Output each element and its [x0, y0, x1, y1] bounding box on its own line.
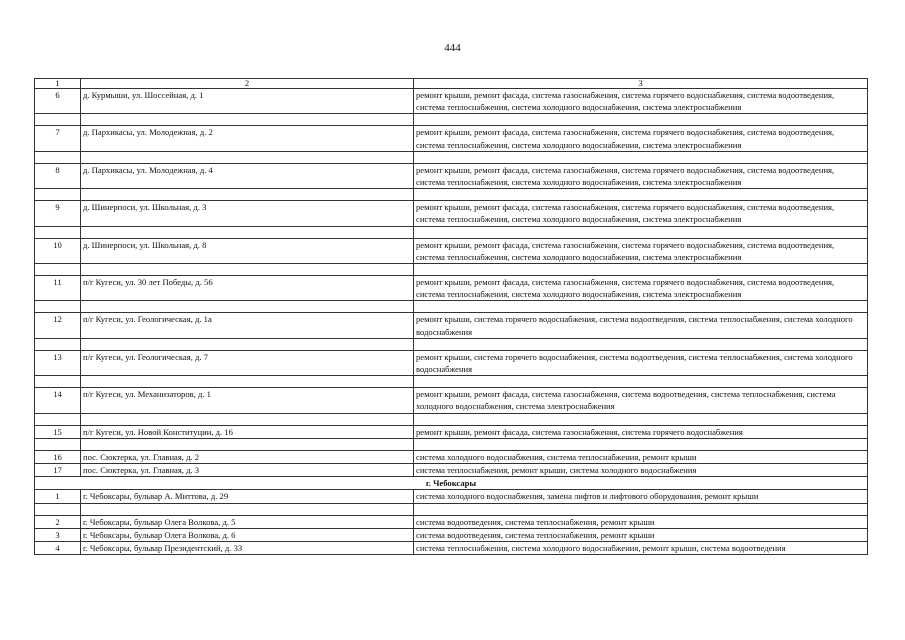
spacer-cell	[414, 189, 868, 201]
spacer-cell	[35, 264, 81, 276]
section-row	[35, 477, 868, 490]
row-number-cell: 17	[35, 464, 81, 477]
table-row	[35, 515, 868, 528]
row-number-cell: 1	[35, 490, 81, 503]
section-title: г. Чебоксары	[35, 477, 868, 490]
table-row	[35, 490, 868, 503]
works-cell: система водоотведения, система теплоснабжения, ремонт крыши	[414, 528, 868, 541]
row-spacer	[35, 264, 868, 276]
row-number-cell: 6	[35, 89, 81, 114]
works-cell: система водоотведения, система теплоснабжения, ремонт крыши	[414, 515, 868, 528]
spacer-cell	[35, 338, 81, 350]
spacer-cell	[81, 438, 414, 450]
spacer-cell	[414, 264, 868, 276]
row-number-cell: 3	[35, 528, 81, 541]
works-cell: ремонт крыши, ремонт фасада, система газоснабжения, система горячего водоснабжения, система водоотведения, система теплоснабжения, система холодного водоснабжения, система электроснабжения	[414, 238, 868, 263]
address-cell: г. Чебоксары, бульвар Олега Волкова, д. 5	[81, 515, 414, 528]
row-spacer	[35, 189, 868, 201]
spacer-cell	[414, 503, 868, 515]
row-number-cell: 7	[35, 126, 81, 151]
spacer-cell	[414, 338, 868, 350]
table-row	[35, 163, 868, 188]
spacer-cell	[81, 151, 414, 163]
spacer-cell	[35, 189, 81, 201]
table-row	[35, 276, 868, 301]
spacer-cell	[35, 301, 81, 313]
row-spacer	[35, 376, 868, 388]
row-spacer	[35, 151, 868, 163]
spacer-cell	[35, 413, 81, 425]
address-cell: п/г Кугеси, ул. Новой Конституции, д. 16	[81, 425, 414, 438]
table-row	[35, 313, 868, 338]
row-number-cell: 4	[35, 542, 81, 555]
spacer-cell	[81, 189, 414, 201]
table-row	[35, 464, 868, 477]
table-row	[35, 528, 868, 541]
column-header-works: 3	[414, 79, 868, 89]
address-cell: д. Пархикасы, ул. Молодежная, д. 2	[81, 126, 414, 151]
address-cell: г. Чебоксары, бульвар Президентский, д. 33	[81, 542, 414, 555]
address-cell: п/г Кугеси, ул. Геологическая, д. 1а	[81, 313, 414, 338]
spacer-cell	[35, 226, 81, 238]
spacer-cell	[81, 264, 414, 276]
table-row	[35, 388, 868, 413]
table-row	[35, 201, 868, 226]
spacer-cell	[414, 413, 868, 425]
row-number-cell: 13	[35, 350, 81, 375]
row-spacer	[35, 338, 868, 350]
row-spacer	[35, 503, 868, 515]
spacer-cell	[414, 114, 868, 126]
address-cell: пос. Сюктерка, ул. Главная, д. 3	[81, 464, 414, 477]
spacer-cell	[35, 503, 81, 515]
spacer-cell	[35, 376, 81, 388]
works-cell: ремонт крыши, ремонт фасада, система газоснабжения, система водоотведения, система теплоснабжения, система холодного водоснабжения, система электроснабжения	[414, 388, 868, 413]
row-number-cell: 9	[35, 201, 81, 226]
works-cell: система теплоснабжения, система холодного водоснабжения, ремонт крыши, система водоотведения	[414, 542, 868, 555]
row-number-cell: 8	[35, 163, 81, 188]
row-spacer	[35, 114, 868, 126]
address-cell: г. Чебоксары, бульвар Олега Волкова, д. 6	[81, 528, 414, 541]
address-cell: пос. Сюктерка, ул. Главная, д. 2	[81, 450, 414, 463]
spacer-cell	[414, 226, 868, 238]
table-row	[35, 425, 868, 438]
column-header-number: 1	[35, 79, 81, 89]
spacer-cell	[81, 338, 414, 350]
row-number-cell: 10	[35, 238, 81, 263]
table-row	[35, 89, 868, 114]
repair-works-table	[34, 78, 868, 555]
spacer-cell	[414, 438, 868, 450]
address-cell: д. Курмыши, ул. Шоссейная, д. 1	[81, 89, 414, 114]
row-number-cell: 12	[35, 313, 81, 338]
row-number-cell: 2	[35, 515, 81, 528]
works-cell: ремонт крыши, ремонт фасада, система газоснабжения, система горячего водоснабжения, система водоотведения, система теплоснабжения, система холодного водоснабжения, система электроснабжения	[414, 89, 868, 114]
row-spacer	[35, 413, 868, 425]
table-row	[35, 350, 868, 375]
works-cell: ремонт крыши, система горячего водоснабжения, система водоотведения, система теплоснабжения, система холодного водоснабжения	[414, 313, 868, 338]
address-cell: п/г Кугеси, ул. Геологическая, д. 7	[81, 350, 414, 375]
spacer-cell	[414, 376, 868, 388]
spacer-cell	[81, 114, 414, 126]
works-cell: ремонт крыши, ремонт фасада, система газоснабжения, система горячего водоснабжения, система водоотведения, система теплоснабжения, система холодного водоснабжения, система электроснабжения	[414, 276, 868, 301]
spacer-cell	[81, 226, 414, 238]
spacer-cell	[414, 301, 868, 313]
address-cell: п/г Кугеси, ул. 30 лет Победы, д. 56	[81, 276, 414, 301]
table-header-row	[35, 79, 868, 89]
spacer-cell	[414, 151, 868, 163]
table-row	[35, 542, 868, 555]
address-cell: г. Чебоксары, бульвар А. Миттова, д. 29	[81, 490, 414, 503]
row-number-cell: 14	[35, 388, 81, 413]
works-cell: ремонт крыши, система горячего водоснабжения, система водоотведения, система теплоснабжения, система холодного водоснабжения	[414, 350, 868, 375]
works-cell: система холодного водоснабжения, замена лифтов и лифтового оборудования, ремонт крыши	[414, 490, 868, 503]
spacer-cell	[81, 376, 414, 388]
column-header-address: 2	[81, 79, 414, 89]
spacer-cell	[35, 438, 81, 450]
works-cell: система теплоснабжения, ремонт крыши, система холодного водоснабжения	[414, 464, 868, 477]
row-spacer	[35, 301, 868, 313]
works-cell: ремонт крыши, ремонт фасада, система газоснабжения, система горячего водоснабжения, система водоотведения, система теплоснабжения, система холодного водоснабжения, система электроснабжения	[414, 163, 868, 188]
spacer-cell	[35, 114, 81, 126]
works-cell: ремонт крыши, ремонт фасада, система газоснабжения, система горячего водоснабжения, система водоотведения, система теплоснабжения, система холодного водоснабжения, система электроснабжения	[414, 201, 868, 226]
address-cell: д. Пархикасы, ул. Молодежная, д. 4	[81, 163, 414, 188]
address-cell: д. Шинерпоси, ул. Школьная, д. 8	[81, 238, 414, 263]
spacer-cell	[81, 503, 414, 515]
row-number-cell: 16	[35, 450, 81, 463]
works-cell: система холодного водоснабжения, система теплоснабжения, ремонт крыши	[414, 450, 868, 463]
row-number-cell: 15	[35, 425, 81, 438]
table-row	[35, 126, 868, 151]
works-cell: ремонт крыши, ремонт фасада, система газоснабжения, система горячего водоснабжения, система водоотведения, система теплоснабжения, система холодного водоснабжения, система электроснабжения	[414, 126, 868, 151]
page-number: 444	[444, 42, 461, 54]
row-spacer	[35, 438, 868, 450]
row-number-cell: 11	[35, 276, 81, 301]
spacer-cell	[81, 413, 414, 425]
address-cell: д. Шинерпоси, ул. Школьная, д. 3	[81, 201, 414, 226]
row-spacer	[35, 226, 868, 238]
table-row	[35, 238, 868, 263]
spacer-cell	[35, 151, 81, 163]
address-cell: п/г Кугеси, ул. Механизаторов, д. 1	[81, 388, 414, 413]
table-row	[35, 450, 868, 463]
works-cell: ремонт крыши, ремонт фасада, система газоснабжения, система горячего водоснабжения	[414, 425, 868, 438]
spacer-cell	[81, 301, 414, 313]
